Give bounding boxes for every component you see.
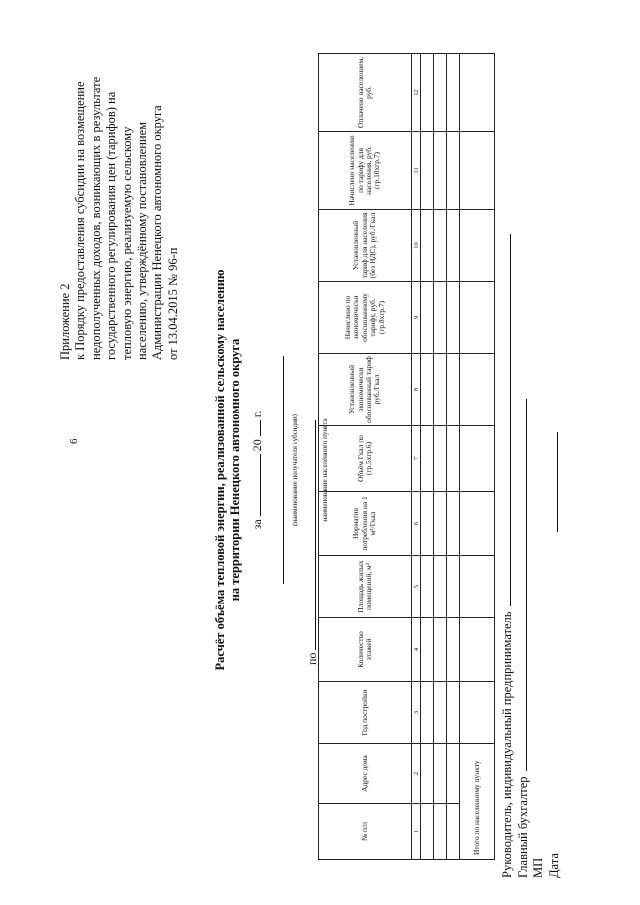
date-label: Дата [546,853,561,878]
column-number: 10 [412,210,421,282]
signatures-block [500,58,562,878]
table-cell[interactable] [447,54,460,132]
document-title-block [213,60,329,880]
table-cell[interactable] [447,682,460,744]
table-cell[interactable] [460,426,495,492]
table-cell[interactable] [434,210,447,282]
title-line-2: на территории Ненецкого автономного округа [227,338,242,602]
table-cell[interactable] [421,618,434,682]
table-cell[interactable] [460,492,495,556]
column-header: Норматив потребления на 1 м²/Гкал [319,492,412,556]
appendix-line: Администрации Ненецкого автономного округа [150,105,165,360]
table-cell[interactable] [460,132,495,210]
period-blank[interactable] [260,454,261,516]
table-row [434,54,447,860]
table-cell[interactable] [434,282,447,354]
table-cell[interactable] [421,54,434,132]
column-number: 3 [412,682,421,744]
appendix-reference [58,30,181,360]
table-cell[interactable] [447,426,460,492]
column-number: 2 [412,744,421,804]
year-blank[interactable] [260,420,261,436]
head-signature-blank[interactable] [510,234,511,606]
column-number: 1 [412,804,421,860]
column-number: 7 [412,426,421,492]
table-cell[interactable] [434,132,447,210]
table-cell[interactable] [447,282,460,354]
table-cell[interactable] [434,744,447,804]
table-cell[interactable] [460,618,495,682]
recipient-caption: (наименование получателя субсидии) [291,414,299,526]
table-cell[interactable] [434,804,447,860]
table-cell[interactable] [434,54,447,132]
head-signature-line [500,58,516,878]
table-cell[interactable] [421,744,434,804]
recipient-blank[interactable] [282,356,284,584]
column-number-row [412,54,421,860]
column-header: Год постройки [319,682,412,744]
table-cell[interactable] [460,210,495,282]
table-cell[interactable] [460,354,495,426]
period-prefix: за [250,519,264,530]
appendix-line: недополученных доходов, возникающих в результате [88,76,103,360]
column-number: 5 [412,556,421,618]
table-cell[interactable] [447,744,460,804]
column-header: Начислено населению по тарифу для населения, руб. (гр.10хгр.7) [319,132,412,210]
table-cell[interactable] [434,492,447,556]
column-header: Количество этажей [319,618,412,682]
column-header: № п/п [319,804,412,860]
appendix-line: населению, утверждённому постановлением [135,121,150,360]
settlement-prefix: по [305,652,319,665]
table-cell[interactable] [434,354,447,426]
table-cell[interactable] [447,556,460,618]
accountant-signature-blank[interactable] [526,399,527,771]
stamp-label: МП [531,857,545,878]
accountant-signature-label: Главный бухгалтер [515,776,530,878]
date-blank[interactable] [557,432,558,532]
appendix-line: государственного регулирования цен (тарифов) на [104,91,119,360]
table-cell[interactable] [460,556,495,618]
calculation-table [318,53,495,860]
table-cell[interactable] [421,556,434,618]
column-number: 8 [412,354,421,426]
column-header: Объём Гкал по (гр.5хгр.6) [319,426,412,492]
table-cell[interactable] [421,492,434,556]
page-number: 6 [68,438,80,444]
calculation-table-wrapper [318,54,495,860]
period-line [250,60,265,880]
title-line-1: Расчёт объёма тепловой энергии, реализованной сельскому населению [213,269,227,671]
column-header: Установленный экономически обоснованный тариф руб./Гкал [319,354,412,426]
table-cell[interactable] [434,556,447,618]
table-cell[interactable] [434,426,447,492]
appendix-line: от 13.04.2015 № 96-п [165,247,180,360]
table-cell[interactable] [460,682,495,744]
column-number: 12 [412,54,421,132]
table-cell[interactable] [447,492,460,556]
column-number: 4 [412,618,421,682]
table-cell[interactable] [421,282,434,354]
table-cell[interactable] [421,132,434,210]
accountant-signature-line [516,58,532,878]
table-row [421,54,434,860]
period-year: 20 [250,439,264,452]
period-suffix: г. [250,410,264,418]
total-row [460,54,495,860]
table-cell[interactable] [447,210,460,282]
stamp-line [531,58,547,878]
table-cell[interactable] [460,54,495,132]
appendix-line: к Порядку предоставления субсидии на возмещение [73,81,88,360]
column-number: 9 [412,282,421,354]
table-cell[interactable] [447,132,460,210]
column-header: Адрес дома [319,744,412,804]
table-cell[interactable] [421,354,434,426]
table-cell[interactable] [447,354,460,426]
column-header: Оплачено населением, руб. [319,54,412,132]
table-cell[interactable] [421,682,434,744]
settlement-blank[interactable] [315,420,316,650]
settlement-caption: наименование населённого пункта [321,418,329,522]
table-cell[interactable] [434,682,447,744]
column-header: Начислено по экономически обоснованному тарифу, руб. (гр.8хгр.7) [319,282,412,354]
table-cell[interactable] [421,426,434,492]
document-title [213,60,242,880]
column-number: 11 [412,132,421,210]
total-label: Итого по населенному пункту [460,744,495,860]
table-cell[interactable] [447,618,460,682]
column-header: Установленный тариф для населения (без НДС), руб./Гкал [319,210,412,282]
column-number: 6 [412,492,421,556]
table-header-row [319,54,412,860]
table-row [447,54,460,860]
appendix-line: тепловую энергию, реализуемую сельскому [119,126,134,360]
date-line [547,58,563,878]
table-cell[interactable] [434,618,447,682]
table-cell[interactable] [421,804,434,860]
table-cell[interactable] [421,210,434,282]
table-cell[interactable] [447,804,460,860]
column-header: Площадь жилых помещений, м² [319,556,412,618]
head-signature-label: Руководитель, индивидуальный предприниматель [500,611,514,878]
table-cell[interactable] [460,282,495,354]
appendix-line: Приложение 2 [58,283,72,360]
recipient-block [271,60,299,880]
